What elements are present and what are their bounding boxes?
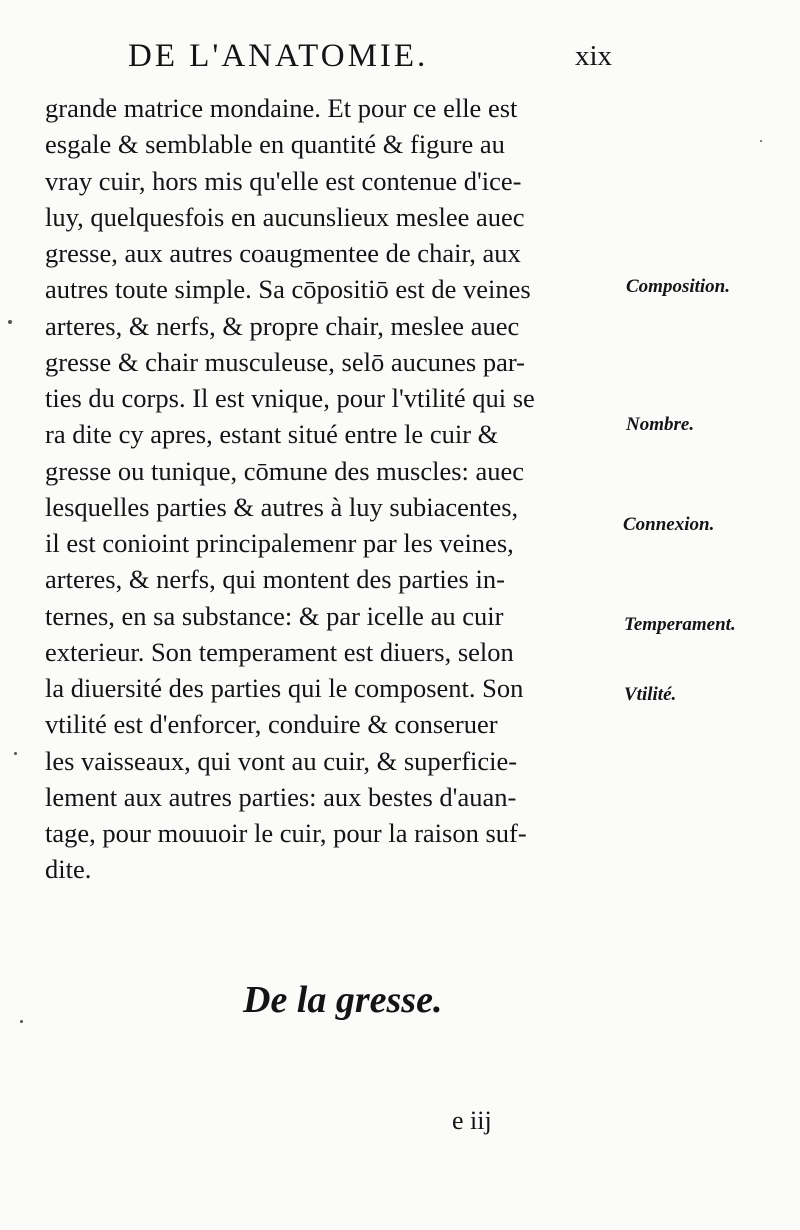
text-line: exterieur. Son temperament est diuers, selon xyxy=(45,636,514,667)
text-line: la diuersité des parties qui le composent. Son xyxy=(45,673,524,703)
text-line: vray cuir, hors mis qu'elle est contenue d'ice- xyxy=(45,165,522,196)
margin-note-connexion: Connexion. xyxy=(623,514,715,535)
text-line: les vaisseaux, qui vont au cuir, & superficie- xyxy=(45,745,518,776)
text-line: dite. xyxy=(45,854,92,885)
text-line: esgale & semblable en quantité & figure au xyxy=(45,129,505,160)
text-line: arteres, & nerfs, & propre chair, meslee auec xyxy=(45,310,520,341)
signature-mark: e iij xyxy=(452,1106,492,1135)
ink-speck xyxy=(760,140,762,142)
text-line: gresse, aux autres coaugmentee de chair, aux xyxy=(45,238,521,268)
margin-note-vtilite: Vtilité. xyxy=(624,684,677,705)
section-title: De la gresse. xyxy=(243,979,443,1021)
margin-note-composition: Composition. xyxy=(626,276,730,297)
body-text xyxy=(45,90,625,888)
ink-speck xyxy=(14,752,17,755)
text-line: lement aux autres parties: aux bestes d'auan- xyxy=(45,781,517,812)
text-line: luy, quelquesfois en aucunslieux meslee auec xyxy=(45,201,525,232)
page-header xyxy=(0,38,800,78)
text-line: gresse & chair musculeuse, selō aucunes par- xyxy=(45,346,525,377)
text-line: lesquelles parties & autres à luy subiacentes, xyxy=(45,491,519,522)
ink-speck xyxy=(8,320,12,324)
page-number: xix xyxy=(575,40,613,72)
text-line: ternes, en sa substance: & par icelle au cuir xyxy=(45,600,504,631)
text-line: vtilité est d'enforcer, conduire & conseruer xyxy=(45,709,498,740)
text-line: tage, pour mouuoir le cuir, pour la raison suf- xyxy=(45,818,527,848)
text-line: ra dite cy apres, estant situé entre le cuir & xyxy=(45,419,499,450)
text-line: grande matrice mondaine. Et pour ce elle est xyxy=(45,93,518,123)
margin-note-nombre: Nombre. xyxy=(626,414,695,435)
text-line: autres toute simple. Sa cōpositiō est de veines xyxy=(45,274,531,305)
text-line: gresse ou tunique, cōmune des muscles: auec xyxy=(45,455,525,486)
margin-note-temperament: Temperament. xyxy=(624,614,736,635)
text-line: il est conioint principalemenr par les veines, xyxy=(45,528,514,558)
running-head: DE L'ANATOMIE. xyxy=(128,38,429,74)
ink-speck xyxy=(20,1020,23,1023)
text-line: ties du corps. Il est vnique, pour l'vtilité qui se xyxy=(45,383,535,413)
text-line: arteres, & nerfs, qui montent des parties in- xyxy=(45,564,505,595)
